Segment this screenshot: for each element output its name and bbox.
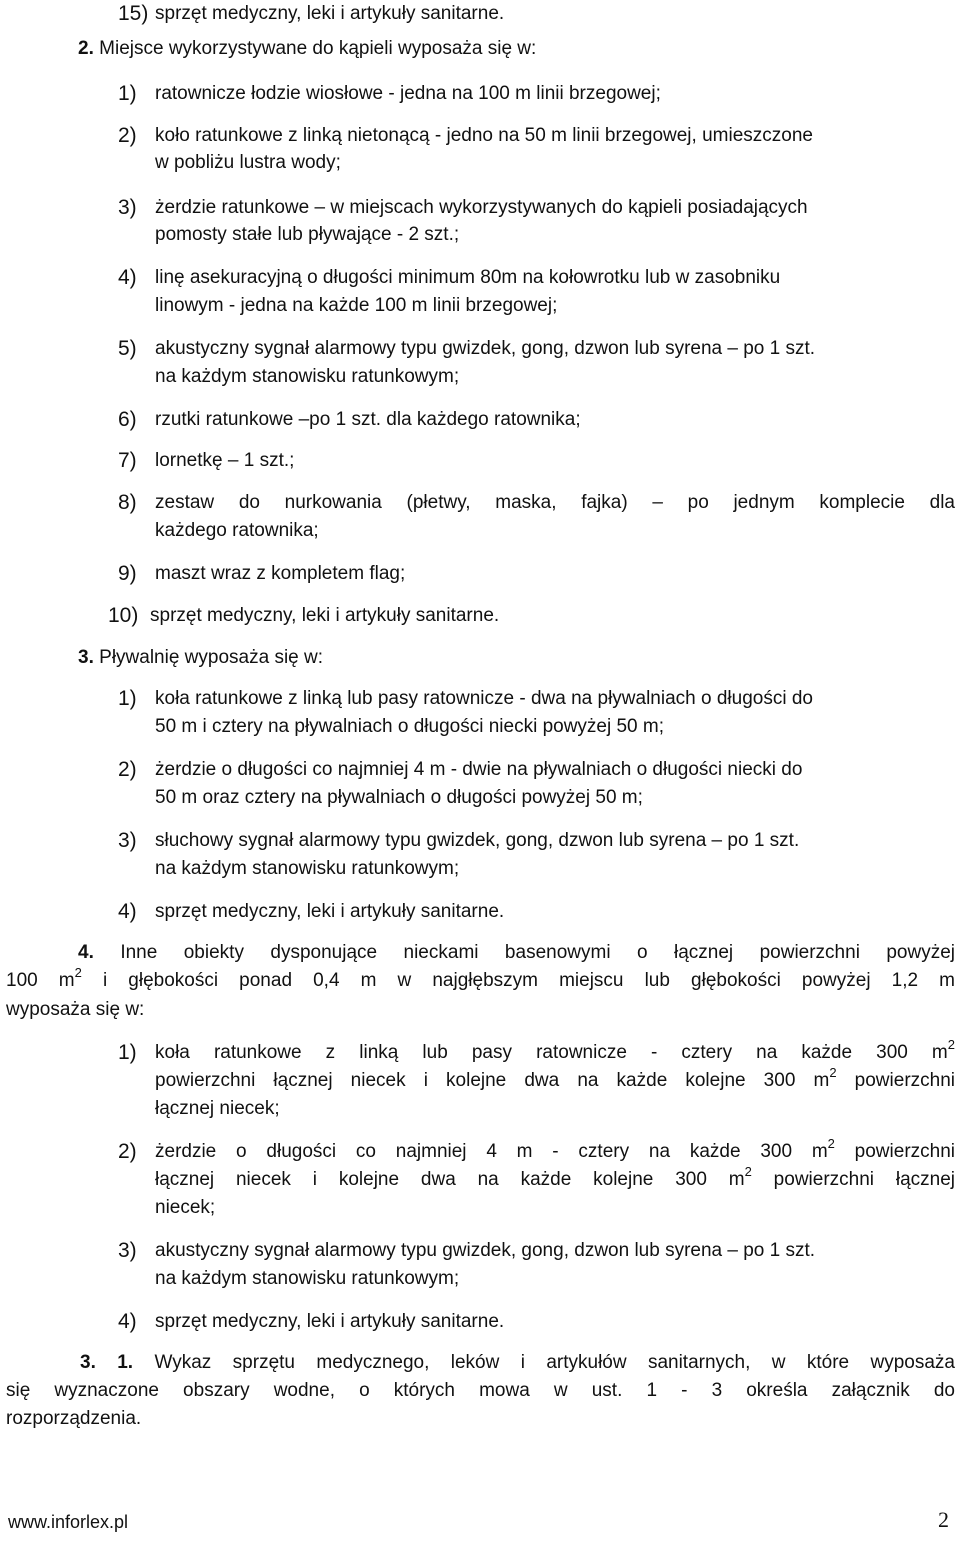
section-intro-text: wyposaża się w: <box>6 999 145 1020</box>
page-number: 2 <box>938 1507 949 1532</box>
list-item-text: 50 m oraz cztery na pływalniach o długości powyżej 50 m; <box>155 787 643 808</box>
text-run: łącznej niecek i kolejne dwa na każde kolejne 300 m <box>155 1169 745 1190</box>
section-heading-4 <box>78 941 955 965</box>
list-item-text <box>155 1136 955 1164</box>
section-heading-2 <box>78 37 536 61</box>
list-item-text <box>155 1065 955 1093</box>
text-run: powierzchni <box>836 1070 955 1091</box>
superscript: 2 <box>829 1065 837 1080</box>
list-item-text: na każdym stanowisku ratunkowym; <box>155 858 460 879</box>
list-item-text: żerdzie ratunkowe – w miejscach wykorzystywanych do kąpieli posiadających <box>155 197 808 218</box>
list-number: 4) <box>118 266 137 289</box>
list-item-text: żerdzie o długości co najmniej 4 m - dwie na pływalniach o długości niecki do <box>155 759 803 780</box>
section-number: 4. <box>78 942 94 963</box>
section-heading-text: Miejsce wykorzystywane do kąpieli wyposaża się w: <box>99 38 537 59</box>
list-item-text: sprzęt medyczny, leki i artykuły sanitarne. <box>155 3 505 24</box>
superscript: 2 <box>827 1136 835 1151</box>
list-number: 7) <box>118 449 137 472</box>
section-text: się wyznaczone obszary wodne, o których mowa w ust. 1 - 3 określa załącznik do <box>6 1380 955 1401</box>
list-item-text: akustyczny sygnał alarmowy typu gwizdek, gong, dzwon lub syrena – po 1 szt. <box>155 338 816 359</box>
list-number: 2) <box>118 1140 137 1163</box>
superscript: 2 <box>947 1037 955 1052</box>
list-item-text: w pobliżu lustra wody; <box>155 152 341 173</box>
text-run: 100 m <box>6 970 75 991</box>
text-run: koła ratunkowe z linką lub pasy ratownicze - cztery na każde 300 m <box>155 1042 948 1063</box>
section-heading-3 <box>78 646 323 670</box>
list-number: 5) <box>118 337 137 360</box>
list-item-text: słuchowy sygnał alarmowy typu gwizdek, gong, dzwon lub syrena – po 1 szt. <box>155 830 800 851</box>
superscript: 2 <box>74 965 82 980</box>
list-item-text: 50 m i cztery na pływalniach o długości niecki powyżej 50 m; <box>155 716 665 737</box>
list-item-text <box>155 1164 955 1192</box>
list-number: 8) <box>118 491 137 514</box>
list-item-text: sprzęt medyczny, leki i artykuły sanitarne. <box>150 605 500 626</box>
list-item-text: na każdym stanowisku ratunkowym; <box>155 1268 460 1289</box>
superscript: 2 <box>744 1164 752 1179</box>
section-number: 3. 1. <box>80 1352 134 1373</box>
list-number: 1) <box>118 1041 137 1064</box>
list-number: 9) <box>118 562 137 585</box>
list-number: 2) <box>118 124 137 147</box>
list-number: 15) <box>118 2 149 25</box>
list-number: 3) <box>118 196 137 219</box>
list-item-text <box>155 1037 955 1065</box>
section-number: 2. <box>78 38 94 59</box>
section-text: rozporządzenia. <box>6 1408 142 1429</box>
list-item-text: każdego ratownika; <box>155 520 319 541</box>
list-item-text: koło ratunkowe z linką nietonącą - jedno na 50 m linii brzegowej, umieszczone <box>155 125 813 146</box>
section-intro-text <box>6 965 955 993</box>
text-run: powierzchni łącznej niecek i kolejne dwa na każde kolejne 300 m <box>155 1070 830 1091</box>
list-item-text: lornetkę – 1 szt.; <box>155 450 295 471</box>
text-run: i głębokości ponad 0,4 m w najgłębszym miejscu lub głębokości powyżej 1,2 m <box>81 970 955 991</box>
list-item-text: łącznej niecek; <box>155 1098 280 1119</box>
list-item-text: rzutki ratunkowe –po 1 szt. dla każdego ratownika; <box>155 409 581 430</box>
section-intro-text: Inne obiekty dysponujące nieckami basenowymi o łącznej powierzchni powyżej <box>120 942 955 963</box>
section-number: 3. <box>78 647 94 668</box>
footer-url: www.inforlex.pl <box>8 1512 129 1532</box>
list-number: 3) <box>118 1239 137 1262</box>
list-item-text: ratownicze łodzie wiosłowe - jedna na 100 m linii brzegowej; <box>155 83 661 104</box>
list-number: 2) <box>118 758 137 781</box>
text-run: żerdzie o długości co najmniej 4 m - cztery na każde 300 m <box>155 1141 828 1162</box>
list-item-text: sprzęt medyczny, leki i artykuły sanitarne. <box>155 1311 505 1332</box>
list-item-text: zestaw do nurkowania (płetwy, maska, fajka) – po jednym komplecie dla <box>155 492 955 513</box>
section-text: Wykaz sprzętu medycznego, leków i artykułów sanitarnych, w które wyposaża <box>154 1352 955 1373</box>
list-number: 1) <box>118 82 137 105</box>
list-item-text: koła ratunkowe z linką lub pasy ratownicze - dwa na pływalniach o długości do <box>155 688 813 709</box>
list-item-text: linę asekuracyjną o długości minimum 80m na kołowrotku lub w zasobniku <box>155 267 781 288</box>
list-number: 1) <box>118 687 137 710</box>
list-number: 10) <box>108 604 139 627</box>
list-item-text: niecek; <box>155 1197 216 1218</box>
text-run: powierzchni <box>834 1141 955 1162</box>
list-number: 6) <box>118 408 137 431</box>
section-heading-text: Pływalnię wyposaża się w: <box>99 647 324 668</box>
list-number: 3) <box>118 829 137 852</box>
list-item-text: pomosty stałe lub pływające - 2 szt.; <box>155 224 460 245</box>
list-item-text: na każdym stanowisku ratunkowym; <box>155 366 460 387</box>
list-item-text: sprzęt medyczny, leki i artykuły sanitarne. <box>155 901 505 922</box>
list-number: 4) <box>118 1310 137 1333</box>
list-item-text: linowym - jedna na każde 100 m linii brzegowej; <box>155 295 558 316</box>
list-number: 4) <box>118 900 137 923</box>
list-item-text: maszt wraz z kompletem flag; <box>155 563 406 584</box>
text-run: powierzchni łącznej <box>751 1169 955 1190</box>
list-item-text: akustyczny sygnał alarmowy typu gwizdek, gong, dzwon lub syrena – po 1 szt. <box>155 1240 816 1261</box>
section-heading-3-1 <box>80 1351 955 1375</box>
